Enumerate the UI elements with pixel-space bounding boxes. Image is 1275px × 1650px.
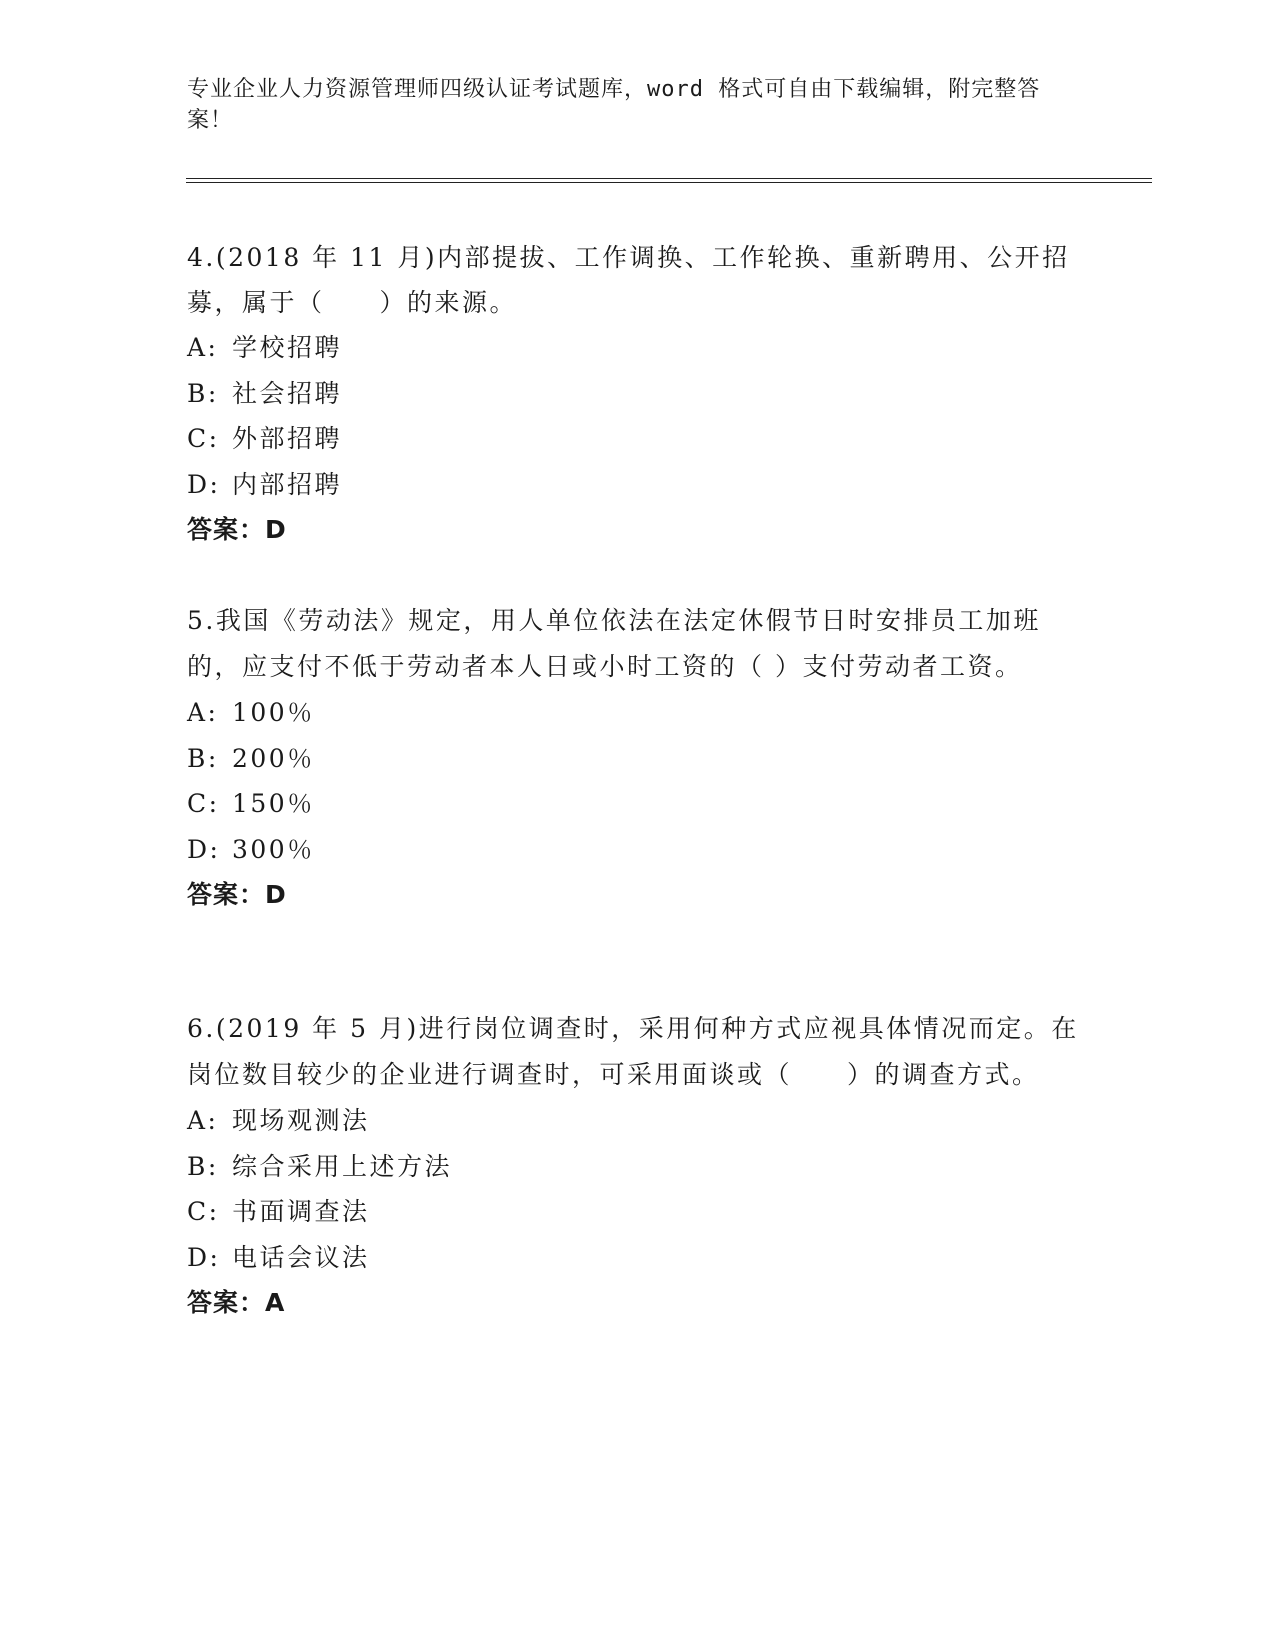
option-d [187,1235,1087,1281]
option-letter: C: [187,1197,220,1226]
answer-label: 答案：D [187,880,287,909]
option-letter: B: [187,1151,219,1181]
option-text: 综合采用上述方法 [232,1151,453,1181]
answer-label: 答案：D [187,515,287,544]
question-4 [187,235,1087,552]
option-text: 现场观测法 [232,1106,370,1135]
option-letter: B: [187,743,219,773]
option-letter: D: [187,469,221,499]
option-text: 300％ [232,834,315,864]
option-d [187,827,1087,873]
option-text: 学校招聘 [232,333,343,362]
question-stem: 6.(2019 年 5 月)进行岗位调查时，采用何种方式应视具体情况而定。在岗位数目较少的企业进行调查时，可采用面谈或（ ）的调查方式。 [187,1014,1079,1089]
option-a [187,690,1087,736]
answer-label: 答案：A [187,1288,286,1317]
option-text: 150％ [232,789,315,818]
option-b [187,1144,1087,1190]
option-text: 社会招聘 [232,378,343,408]
option-text: 书面调查法 [232,1197,370,1226]
option-a [187,325,1087,371]
option-letter: A: [187,1106,219,1135]
option-letter: A: [187,333,219,362]
option-a [187,1098,1087,1144]
option-letter: C: [187,424,220,453]
option-text: 200％ [232,743,315,773]
header-divider-top [186,178,1152,179]
option-d [187,462,1087,508]
option-b [187,371,1087,417]
option-text: 100％ [232,698,315,727]
option-c [187,781,1087,827]
question-stem: 5.我国《劳动法》规定，用人单位依法在法定休假节日时安排员工加班的，应支付不低于劳动者本人日或小时工资的（ ）支付劳动者工资。 [187,606,1041,681]
document-header: 专业企业人力资源管理师四级认证考试题库，word 格式可自由下载编辑，附完整答案！ [187,77,1041,133]
option-text: 外部招聘 [232,424,343,453]
option-letter: D: [187,834,221,864]
option-letter: B: [187,378,219,408]
option-text: 电话会议法 [232,1242,370,1272]
option-b [187,736,1087,782]
option-c [187,1189,1087,1235]
question-stem: 4.(2018 年 11 月)内部提拔、工作调换、工作轮换、重新聘用、公开招募，属于（ ）的来源。 [187,243,1070,317]
question-5 [187,598,1087,917]
option-letter: D: [187,1242,221,1272]
option-text: 内部招聘 [232,469,343,499]
question-6 [187,1006,1087,1325]
option-letter: C: [187,789,220,818]
option-letter: A: [187,698,219,727]
option-c [187,416,1087,462]
header-divider-bottom [186,182,1152,183]
